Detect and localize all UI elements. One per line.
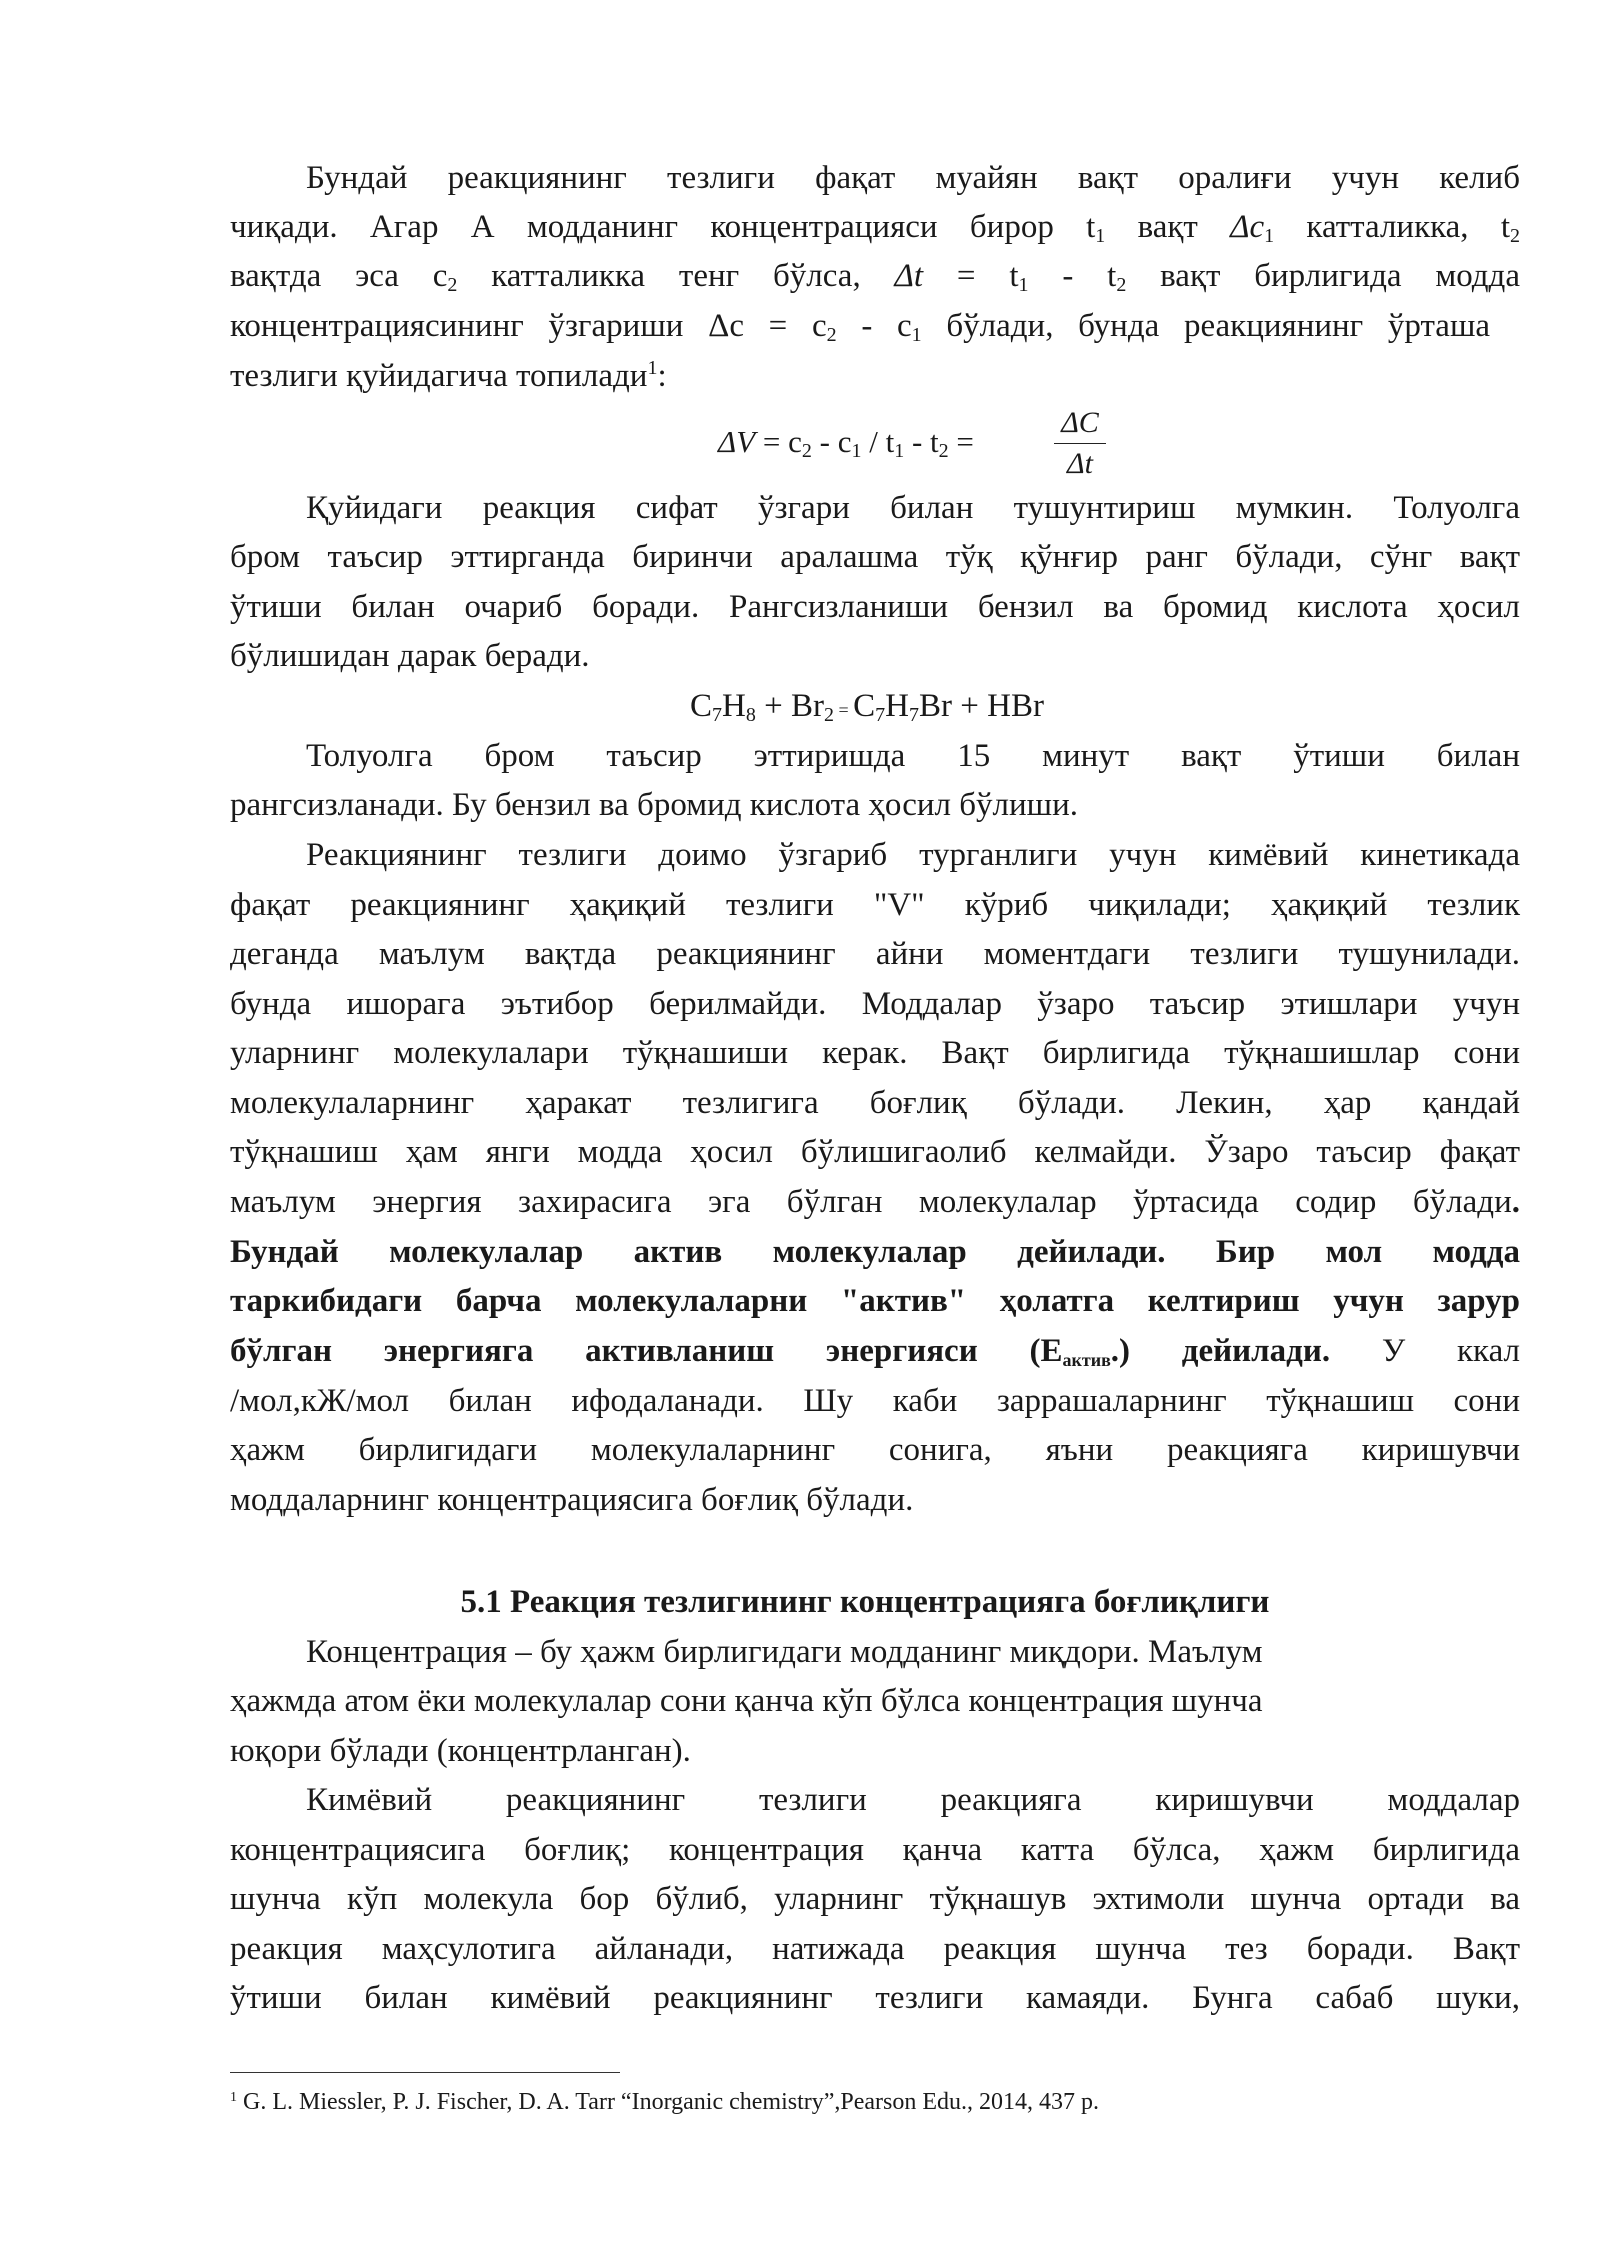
text: катталикка тенг бўлса, bbox=[457, 258, 895, 294]
bold-definition: бўлган энергияга активланиш энергияси (Е bbox=[230, 1333, 1063, 1369]
text: реакция маҳсулотига айланади, натижада реакция шунча тез боради. Вақт bbox=[230, 1931, 1520, 1967]
text: ҳажм бирлигидаги молекулаларнинг сонига, яъни реакцияга киришувчи bbox=[230, 1432, 1520, 1468]
paragraph-3-line-1 bbox=[306, 736, 1520, 776]
text: бром таъсир эттирганда биринчи аралашма тўқ қўнғир ранг бўлади, сўнг вақт bbox=[230, 539, 1520, 575]
text: бўлади, бунда реакциянинг ўрташа bbox=[921, 308, 1490, 344]
paragraph-2-line-4 bbox=[230, 636, 1520, 676]
text: юқори бўлади (концентрланган). bbox=[230, 1733, 691, 1769]
paragraph-1-line-5 bbox=[230, 356, 1520, 396]
text: вақт бирлигида модда bbox=[1126, 258, 1520, 294]
text: концентрациясига боғлиқ; концентрация қанча катта бўлса, ҳажм бирлигида bbox=[230, 1832, 1520, 1868]
paragraph-3-line-2 bbox=[230, 785, 1520, 825]
paragraph-4-line-14 bbox=[230, 1480, 1520, 1520]
paragraph-4-line-4 bbox=[230, 984, 1520, 1024]
text: C bbox=[853, 688, 876, 724]
text: моддаларнинг концентрациясига боғлиқ бўлади. bbox=[230, 1482, 914, 1518]
paragraph-5-line-3 bbox=[230, 1731, 1520, 1771]
paragraph-4-line-3 bbox=[230, 934, 1520, 974]
text: тўқнашиш ҳам янги модда ҳосил бўлишигаолиб келмайди. Ўзаро таъсир фақат bbox=[230, 1134, 1520, 1170]
paragraph-6-line-5 bbox=[230, 1978, 1520, 2018]
subscript: 7 bbox=[909, 704, 919, 726]
subscript: 2 bbox=[447, 274, 458, 296]
paragraph-4-line-2 bbox=[230, 885, 1520, 925]
footnote bbox=[230, 2086, 1099, 2118]
text: - с bbox=[836, 308, 912, 344]
delta-t-symbol: Δt bbox=[894, 258, 924, 294]
paragraph-1-line-4 bbox=[230, 306, 1490, 346]
paragraph-4-line-1 bbox=[306, 835, 1520, 875]
subscript: актив bbox=[1062, 1350, 1111, 1370]
subscript: 1 bbox=[1264, 225, 1275, 247]
paragraph-4-line-7 bbox=[230, 1132, 1520, 1172]
text: фақат реакциянинг ҳақиқий тезлиги "V" кўриб чиқилади; ҳақиқий тезлик bbox=[230, 887, 1520, 923]
text: Реакциянинг тезлиги доимо ўзгариб турганлиги учун кимёвий кинетикада bbox=[306, 837, 1520, 873]
text: /мол,кЖ/мол билан ифодаланади. Шу каби заррашаларнинг тўқнашиш сони bbox=[230, 1383, 1520, 1419]
text: Толуолга бром таъсир эттиришда 15 минут вақт ўтиши билан bbox=[306, 738, 1520, 774]
section-heading: 5.1 Реакция тезлигининг концентрацияга боғлиқлиги bbox=[460, 1584, 1270, 1620]
paragraph-4-line-6 bbox=[230, 1083, 1520, 1123]
text: чиқади. Агар А модданинг концентрацияси бирор t bbox=[230, 209, 1096, 245]
text: + Br bbox=[755, 688, 824, 724]
text: : bbox=[657, 358, 667, 394]
text: Концентрация – бу ҳажм бирлигидаги модданинг миқдори. Маълум bbox=[306, 1634, 1263, 1670]
text: Қуйидаги реакция сифат ўзгари билан тушунтириш мумкин. Толуолга bbox=[306, 490, 1520, 526]
text: бунда ишорага эътибор берилмайди. Моддалар ўзаро таъсир этишлари учун bbox=[230, 986, 1520, 1022]
subscript: 1 bbox=[911, 324, 922, 346]
subscript: 1 bbox=[851, 440, 862, 462]
rate-formula bbox=[718, 422, 1048, 462]
subscript: 7 bbox=[875, 704, 886, 726]
paragraph-2-line-3 bbox=[230, 587, 1520, 627]
footnote-separator bbox=[230, 2072, 620, 2073]
paragraph-4-line-11 bbox=[230, 1331, 1520, 1371]
text: ўтиши билан очариб боради. Рангсизланиши бензил ва бромид кислота ҳосил bbox=[230, 589, 1520, 625]
text: У ккал bbox=[1330, 1333, 1520, 1369]
text: H bbox=[885, 688, 909, 724]
fraction bbox=[1050, 405, 1110, 482]
text: рангсизланади. Бу бензил ва бромид кислота ҳосил бўлиши. bbox=[230, 787, 1078, 823]
footnote-reference[interactable]: 1 bbox=[647, 357, 658, 379]
text: катталикка, t bbox=[1274, 209, 1510, 245]
text: шунча кўп молекула бор бўлиб, уларнинг тўқнашув эхтимоли шунча ортади ва bbox=[230, 1881, 1520, 1917]
fraction-denominator: Δt bbox=[1067, 447, 1093, 480]
text: вақтда эса с bbox=[230, 258, 448, 294]
text: ўтиши билан кимёвий реакциянинг тезлиги камаяди. Бунга сабаб шуки, bbox=[230, 1980, 1520, 2016]
text: = t bbox=[923, 258, 1019, 294]
text: концентрациясининг ўзгариши Δс = с bbox=[230, 308, 827, 344]
text: Br + HBr bbox=[919, 688, 1044, 724]
footnote-mark: 1 bbox=[230, 2090, 237, 2105]
paragraph-4-line-13 bbox=[230, 1430, 1520, 1470]
text: Кимёвий реакциянинг тезлиги реакцияга киришувчи моддалар bbox=[306, 1782, 1520, 1818]
paragraph-1-line-2 bbox=[230, 207, 1520, 247]
text: деганда маълум вақтда реакциянинг айни моментдаги тезлиги тушунилади. bbox=[230, 936, 1520, 972]
subscript: 2 bbox=[1510, 225, 1520, 247]
text: - c bbox=[811, 424, 852, 459]
subscript: 8 bbox=[745, 704, 756, 726]
paragraph-6-line-2 bbox=[230, 1830, 1520, 1870]
text: C bbox=[690, 688, 713, 724]
text: - t bbox=[904, 424, 939, 459]
text: = bbox=[948, 424, 974, 459]
text: . bbox=[1511, 1184, 1520, 1220]
paragraph-2-line-2 bbox=[230, 537, 1520, 577]
text: тезлиги қуйидагича топилади bbox=[230, 358, 648, 394]
subscript: 2 bbox=[826, 324, 837, 346]
paragraph-5-line-1 bbox=[306, 1632, 1520, 1672]
fraction-numerator: ΔC bbox=[1061, 406, 1099, 439]
text: вақт bbox=[1105, 209, 1231, 245]
paragraph-4-line-5 bbox=[230, 1033, 1520, 1073]
footnote-text: G. L. Miessler, P. J. Fischer, D. A. Tarr “Inorganic chemistry”,Pearson Edu., 2014, 437 p. bbox=[237, 2089, 1100, 2115]
paragraph-4-line-12 bbox=[230, 1381, 1520, 1421]
subscript: 1 bbox=[1018, 274, 1029, 296]
text: молекулаларнинг ҳаракат тезлигига боғлиқ бўлади. Лекин, ҳар қандай bbox=[230, 1085, 1520, 1121]
fraction-bar bbox=[1054, 443, 1106, 444]
paragraph-5-line-2 bbox=[230, 1681, 1520, 1721]
paragraph-2-line-1 bbox=[306, 488, 1520, 528]
paragraph-6-line-4 bbox=[230, 1929, 1520, 1969]
subscript: 2 bbox=[801, 440, 812, 462]
chemical-equation bbox=[690, 686, 1210, 730]
subscript: 2 bbox=[1116, 274, 1127, 296]
paragraph-6-line-3 bbox=[230, 1879, 1520, 1919]
subscript: 2 bbox=[938, 440, 949, 462]
delta-v-symbol: ΔV bbox=[718, 424, 756, 459]
paragraph-4-line-8 bbox=[230, 1182, 1520, 1222]
paragraph-1-line-3 bbox=[230, 256, 1520, 296]
bold-definition: таркибидаги барча молекулаларни "актив" ҳолатга келтириш учун зарур bbox=[230, 1283, 1520, 1319]
subscript: 2 bbox=[823, 704, 834, 726]
paragraph-4-line-9 bbox=[230, 1232, 1520, 1272]
text: Бундай реакциянинг тезлиги фақат муайян вақт оралиғи учун келиб bbox=[306, 160, 1520, 196]
delta-c-symbol: Δc bbox=[1230, 209, 1265, 245]
text: = c bbox=[755, 424, 802, 459]
equals-sign: = bbox=[833, 700, 854, 720]
bold-definition: .) дейилади. bbox=[1110, 1333, 1331, 1369]
text: маълум энергия захирасига эга бўлган молекулалар ўртасида содир бўлади bbox=[230, 1184, 1512, 1220]
subscript: 1 bbox=[1095, 225, 1106, 247]
bold-definition: Бундай молекулалар актив молекулалар дейилади. Бир мол модда bbox=[230, 1234, 1520, 1270]
text: / t bbox=[861, 424, 895, 459]
paragraph-6-line-1 bbox=[306, 1780, 1520, 1820]
subscript: 7 bbox=[712, 704, 723, 726]
paragraph-4-line-10 bbox=[230, 1281, 1520, 1321]
paragraph-1-line-1 bbox=[306, 158, 1520, 198]
subscript: 1 bbox=[894, 440, 905, 462]
text: H bbox=[722, 688, 746, 724]
text: ҳажмда атом ёки молекулалар сони қанча кўп бўлса концентрация шунча bbox=[230, 1683, 1263, 1719]
text: - t bbox=[1028, 258, 1117, 294]
text: уларнинг молекулалари тўқнашиши керак. Вақт бирлигида тўқнашишлар сони bbox=[230, 1035, 1520, 1071]
text: бўлишидан дарак беради. bbox=[230, 638, 590, 674]
